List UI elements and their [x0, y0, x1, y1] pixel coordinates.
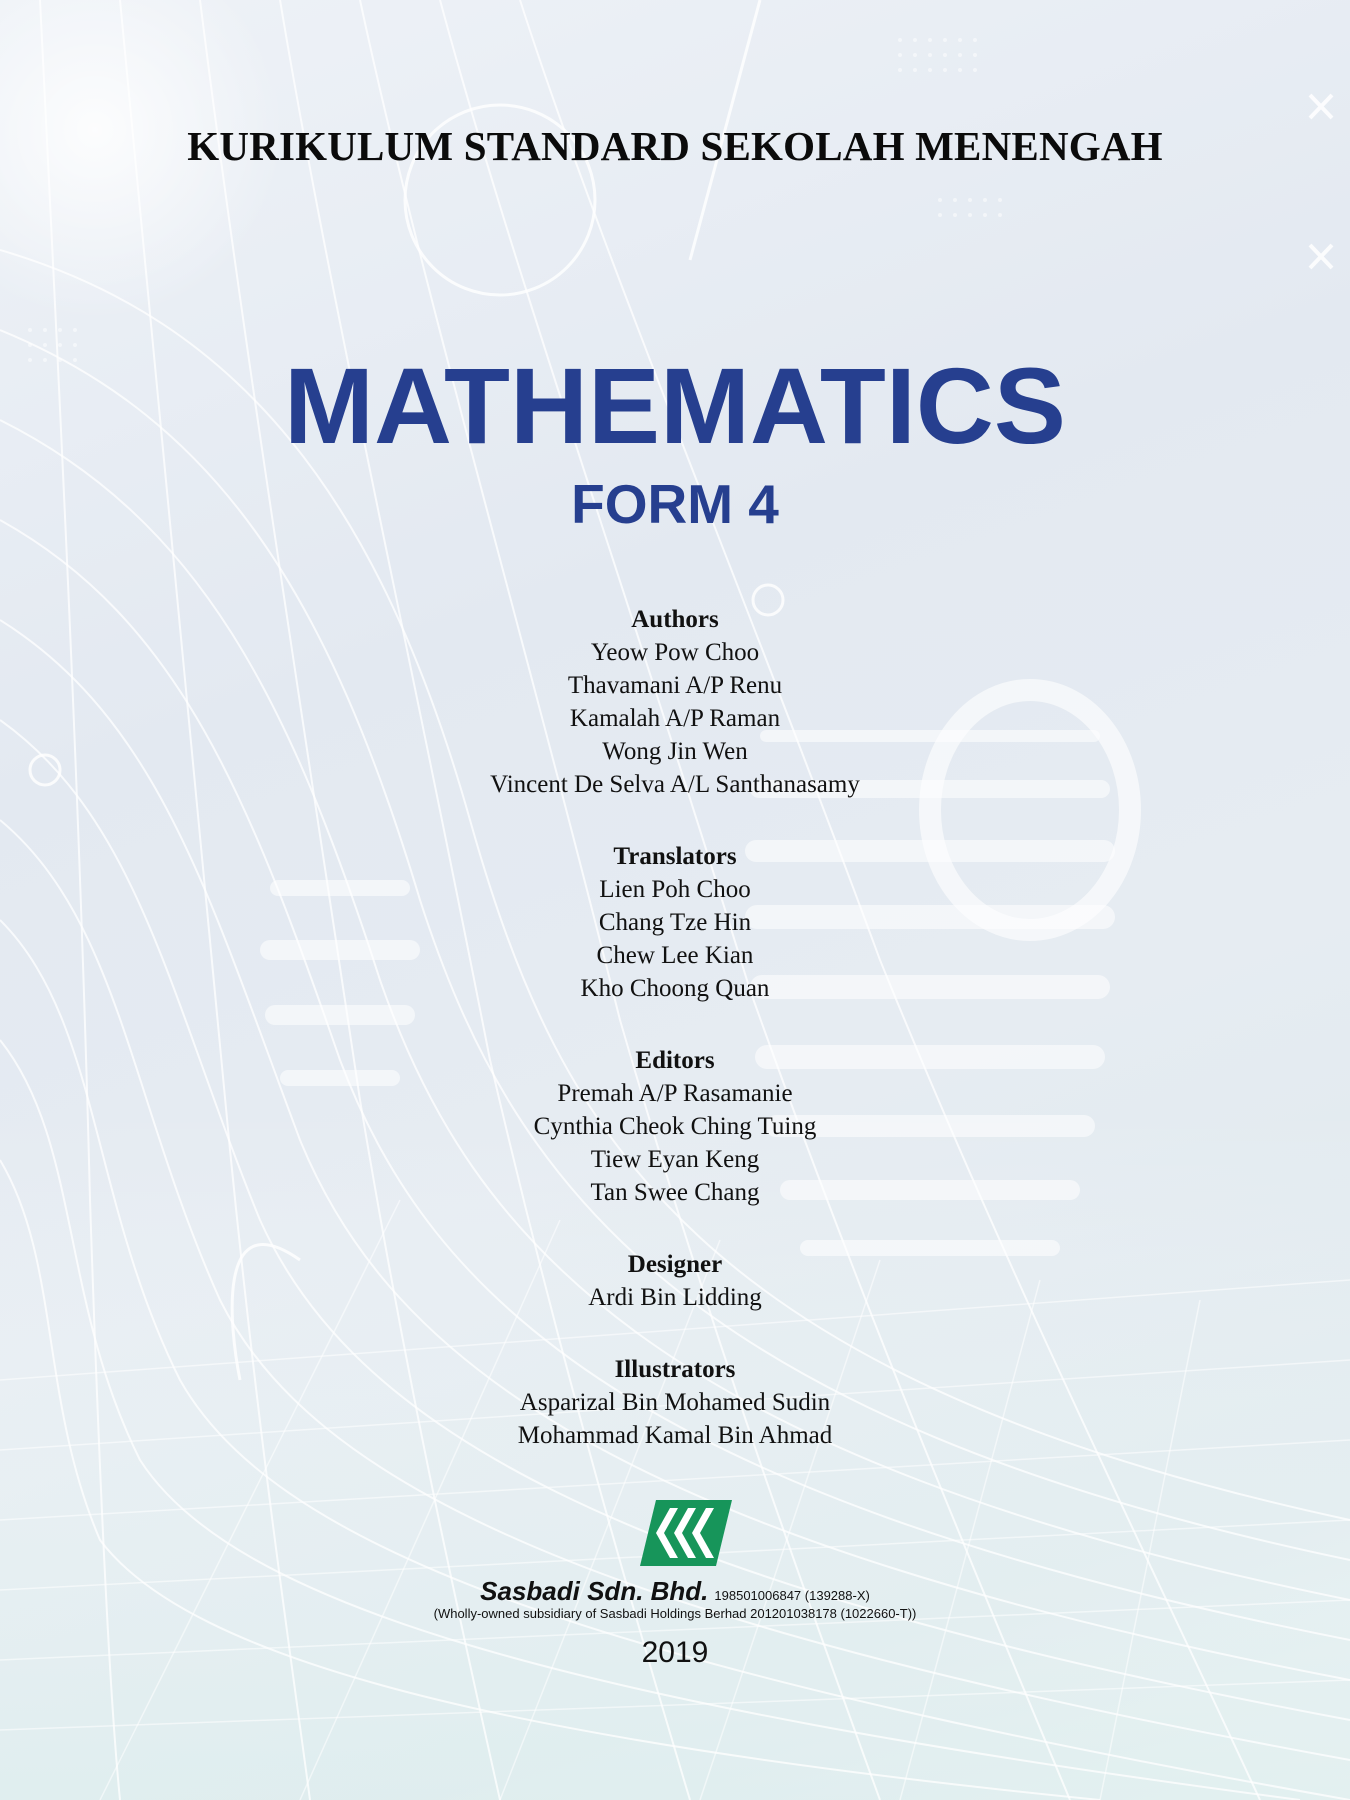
credit-name: Vincent De Selva A/L Santhanasamy	[490, 771, 860, 798]
credit-name: Chang Tze Hin	[598, 909, 752, 936]
credit-name: Lien Poh Choo	[599, 876, 751, 903]
credit-heading: Translators	[613, 843, 737, 870]
book-title: MATHEMATICS	[284, 345, 1066, 466]
publisher-name: Sasbadi Sdn. Bhd.	[480, 1576, 709, 1606]
credit-name: Kamalah A/P Raman	[569, 705, 781, 732]
credit-name: Mohammad Kamal Bin Ahmad	[517, 1422, 833, 1449]
book-subtitle: FORM 4	[571, 473, 779, 535]
curriculum-heading: KURIKULUM STANDARD SEKOLAH MENENGAH	[187, 123, 1163, 169]
credit-heading: Illustrators	[614, 1356, 736, 1383]
credit-heading: Authors	[631, 606, 719, 633]
credit-name: Premah A/P Rasamanie	[557, 1080, 793, 1107]
publisher-note: (Wholly-owned subsidiary of Sasbadi Holdings Berhad 201201038178 (1022660-T))	[433, 1606, 917, 1621]
credit-group-authors	[0, 603, 1350, 801]
credit-name: Ardi Bin Lidding	[588, 1284, 762, 1311]
credit-group-illustrators	[0, 1353, 1350, 1452]
credit-heading: Editors	[635, 1047, 715, 1074]
credit-group-editors	[0, 1044, 1350, 1209]
credit-name: Thavamani A/P Renu	[567, 672, 783, 699]
credit-group-designer	[0, 1248, 1350, 1314]
credit-name: Asparizal Bin Mohamed Sudin	[519, 1389, 831, 1416]
credits-list	[0, 603, 1350, 1491]
credit-group-translators	[0, 840, 1350, 1005]
publication-year: 2019	[641, 1636, 709, 1669]
credit-heading: Designer	[627, 1251, 723, 1278]
publisher-registration: 198501006847 (139288-X)	[714, 1588, 870, 1603]
credit-name: Kho Choong Quan	[580, 975, 770, 1002]
credit-name: Chew Lee Kian	[596, 942, 754, 969]
publisher-line	[0, 1576, 1350, 1607]
publisher-logo-icon	[640, 1500, 732, 1566]
credit-name: Wong Jin Wen	[602, 738, 748, 765]
credit-name: Cynthia Cheok Ching Tuing	[533, 1113, 817, 1140]
credit-name: Yeow Pow Choo	[590, 639, 760, 666]
credit-name: Tiew Eyan Keng	[590, 1146, 760, 1173]
credit-name: Tan Swee Chang	[590, 1179, 760, 1206]
